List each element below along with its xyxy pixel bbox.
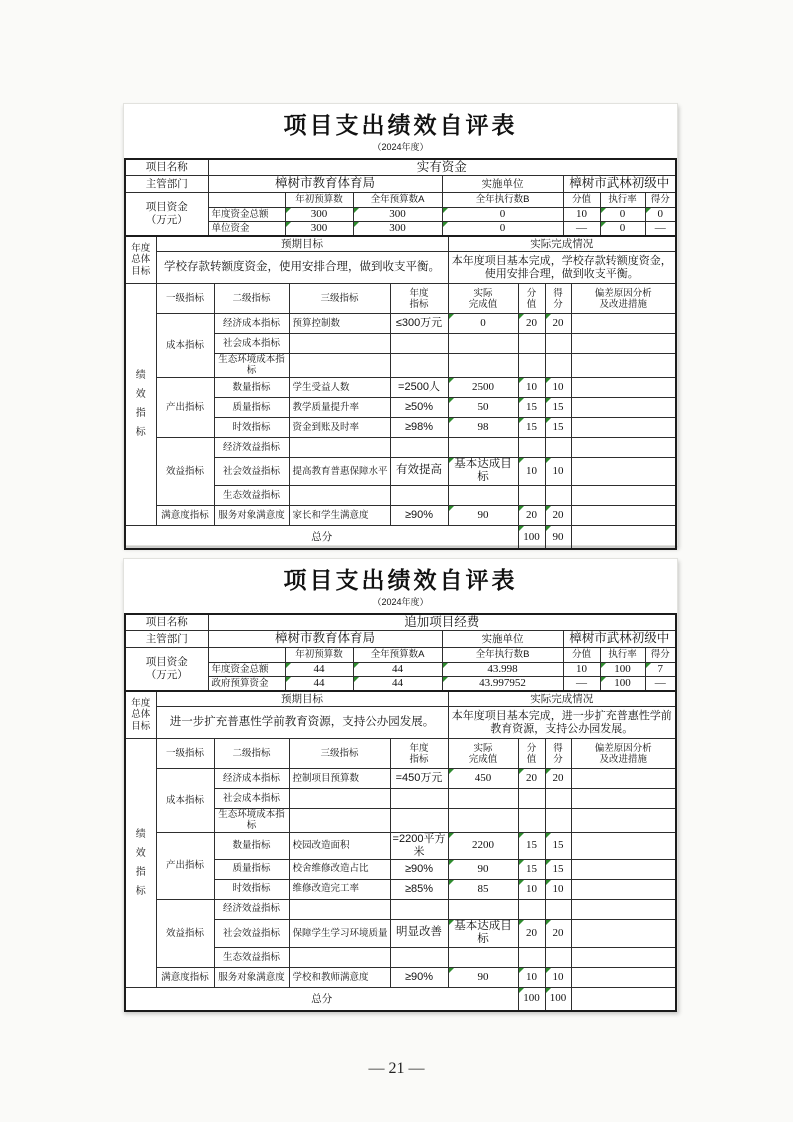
- total-label: 总分: [125, 987, 518, 1011]
- actual-completion-header: 实际完成情况: [448, 691, 676, 707]
- cell-total-weight: 100: [518, 525, 545, 549]
- actual-value-line2: 完成值: [468, 753, 498, 765]
- table-title: 项目支出绩效自评表: [283, 567, 518, 593]
- cell-deviation: [571, 505, 676, 525]
- annual-goal-line2: 总体: [131, 709, 151, 721]
- lv2-env-cost: 生态环境成本指标: [214, 809, 289, 832]
- lv2-env-cost: 生态环境成本指标: [214, 354, 289, 377]
- cell-target: ≥50%: [390, 397, 448, 417]
- cell-weight: 20: [518, 505, 545, 525]
- perf-char: 标: [135, 885, 146, 897]
- lv2-soc-benefit: 社会效益指标: [214, 457, 289, 485]
- annual-goal-line1: 年度: [131, 698, 151, 710]
- cell-empty: [289, 809, 390, 832]
- cell-budget-year: 44: [353, 662, 442, 676]
- cell-deviation: [571, 967, 676, 987]
- lv2-eco-cost: 经济成本指标: [214, 314, 289, 334]
- lv3-name: 维修改造完工率: [289, 879, 390, 899]
- lv2-header: 二级指标: [214, 284, 289, 314]
- cell-score: 20: [545, 919, 571, 947]
- cell-deviation: [571, 947, 676, 967]
- cell-exec-year: 0: [442, 207, 563, 221]
- cell-empty: [545, 899, 571, 919]
- cell-score: —: [645, 221, 676, 235]
- cell-empty: [390, 334, 448, 354]
- cell-deviation: [571, 377, 676, 397]
- cell-deviation: [571, 832, 676, 859]
- lv2-timeliness: 时效指标: [214, 417, 289, 437]
- budget-initial-header: 年初预算数: [285, 192, 353, 207]
- cell-exec-rate: 0: [600, 207, 645, 221]
- cell-empty: [448, 789, 518, 809]
- cell-score: 20: [545, 314, 571, 334]
- lv3-name: 校舍维修改造占比: [289, 859, 390, 879]
- lv1-output: 产出指标: [156, 832, 214, 899]
- cell-deviation: [571, 397, 676, 417]
- cell-empty: [448, 947, 518, 967]
- deviation-line1: 偏差原因分析: [594, 742, 652, 754]
- cell-empty: [545, 789, 571, 809]
- cell-target: ≥98%: [390, 417, 448, 437]
- perf-char: 标: [135, 427, 146, 439]
- cell-weight: 10: [518, 377, 545, 397]
- cell-empty: [208, 192, 285, 207]
- deviation-line1: 偏差原因分析: [594, 287, 652, 299]
- lv2-service-sat: 服务对象满意度: [214, 505, 289, 525]
- cell-target: ≥85%: [390, 879, 448, 899]
- perf-char: 指: [135, 866, 146, 878]
- annual-goal-line3: 目标: [131, 720, 151, 732]
- cell-total-score: 100: [545, 987, 571, 1011]
- lv1-benefit: 效益指标: [156, 899, 214, 967]
- cell-empty: [518, 354, 545, 377]
- cell-empty: [545, 485, 571, 505]
- annual-index-line1: 年度: [409, 742, 429, 754]
- actual-value-header: [448, 739, 518, 769]
- annual-goal-line2: 总体: [131, 254, 151, 266]
- cell-empty: [518, 789, 545, 809]
- weight-line1: 分: [526, 742, 537, 754]
- table-title: 项目支出绩效自评表: [283, 112, 518, 138]
- expected-goal-header: 预期目标: [156, 691, 448, 707]
- expected-goal-header: 预期目标: [156, 236, 448, 252]
- lv1-benefit: 效益指标: [156, 437, 214, 505]
- perf-char: 指: [135, 408, 146, 420]
- performance-indicator-label: [125, 284, 156, 526]
- cell-budget-initial: 300: [285, 207, 353, 221]
- cell-deviation: [571, 809, 676, 832]
- exec-rate-header: 执行率: [600, 647, 645, 662]
- cell-score-weight: 10: [563, 662, 600, 676]
- cell-empty: [289, 947, 390, 967]
- cell-empty: [390, 899, 448, 919]
- cell-actual: 0: [448, 314, 518, 334]
- cell-empty: [448, 899, 518, 919]
- project-info-grid: [124, 613, 677, 692]
- cell-empty: [289, 485, 390, 505]
- cell-empty: [545, 354, 571, 377]
- deviation-line2: 及改进措施: [599, 753, 647, 765]
- lv3-name: 控制项目预算数: [289, 769, 390, 789]
- cell-budget-year: 300: [353, 207, 442, 221]
- self-eval-table-2: [123, 558, 678, 1011]
- cell-score-weight: —: [563, 676, 600, 690]
- lv3-header: 三级指标: [289, 284, 390, 314]
- score-line1: 得: [553, 742, 563, 754]
- cell-deviation: [571, 457, 676, 485]
- cell-exec-year: 43.997952: [442, 676, 563, 690]
- cell-deviation: [571, 354, 676, 377]
- cell-deviation: [571, 769, 676, 789]
- lv1-output: 产出指标: [156, 377, 214, 437]
- cell-budget-initial: 300: [285, 221, 353, 235]
- cell-empty: [390, 809, 448, 832]
- cell-empty: [390, 354, 448, 377]
- cell-score: 15: [545, 397, 571, 417]
- lv3-header: 三级指标: [289, 739, 390, 769]
- lv2-eco-benefit: 经济效益指标: [214, 437, 289, 457]
- cell-score: 15: [545, 417, 571, 437]
- cell-actual: 90: [448, 505, 518, 525]
- budget-initial-header: 年初预算数: [285, 647, 353, 662]
- page-number: — 21 —: [368, 1060, 425, 1077]
- cell-target: =2200平方米: [390, 832, 448, 859]
- cell-score-weight: —: [563, 221, 600, 235]
- cell-weight: 20: [518, 314, 545, 334]
- weight-line2: 值: [526, 298, 537, 310]
- self-eval-table-1: [123, 103, 678, 546]
- expected-goal-text: 学校存款转额度资金，使用安排合理，做到收支平衡。: [156, 252, 448, 284]
- perf-char: 绩: [135, 370, 146, 382]
- exec-year-header: 全年执行数B: [442, 192, 563, 207]
- performance-indicator-label: [125, 739, 156, 987]
- cell-target: 有效提高: [390, 457, 448, 485]
- performance-grid: [124, 235, 677, 551]
- lv1-cost: 成本指标: [156, 769, 214, 832]
- cell-exec-year: 0: [442, 221, 563, 235]
- cell-target: ≤300万元: [390, 314, 448, 334]
- cell-empty: [289, 789, 390, 809]
- cell-score-weight: 10: [563, 207, 600, 221]
- cell-empty: [448, 437, 518, 457]
- table-period: （2024年度）: [372, 142, 429, 152]
- cell-target: ≥90%: [390, 967, 448, 987]
- fund-label-line1: 项目资金: [145, 656, 188, 669]
- cell-actual: 基本达成目标: [448, 457, 518, 485]
- cell-budget-initial: 44: [285, 662, 353, 676]
- cell-empty: [448, 354, 518, 377]
- project-name-value: 追加项目经费: [208, 614, 676, 630]
- cell-target: =2500人: [390, 377, 448, 397]
- weight-line2: 值: [526, 753, 537, 765]
- budget-year-header: 全年预算数A: [353, 192, 442, 207]
- table-period: （2024年度）: [372, 597, 429, 607]
- cell-target: ≥90%: [390, 505, 448, 525]
- annual-goal-label: [125, 236, 156, 284]
- score-header: [545, 284, 571, 314]
- cell-score: 15: [545, 832, 571, 859]
- cell-empty: [208, 647, 285, 662]
- score-header: 得分: [645, 647, 676, 662]
- fund-row-label: 年度资金总额: [208, 207, 285, 221]
- exec-year-header: 全年执行数B: [442, 647, 563, 662]
- cell-deviation: [571, 789, 676, 809]
- cell-total-score: 90: [545, 525, 571, 549]
- cell-actual: 90: [448, 859, 518, 879]
- cell-empty: [390, 789, 448, 809]
- cell-total-weight: 100: [518, 987, 545, 1011]
- cell-score: 7: [645, 662, 676, 676]
- cell-empty: [545, 809, 571, 832]
- actual-completion-text: 本年度项目基本完成，学校存款转额度资金，使用安排合理，做到收支平衡。: [448, 252, 676, 284]
- cell-actual: 90: [448, 967, 518, 987]
- cell-score: 20: [545, 505, 571, 525]
- impl-unit-value: 樟树市武林初级中: [563, 175, 676, 192]
- cell-empty: [289, 437, 390, 457]
- lv3-name: 资金到账及时率: [289, 417, 390, 437]
- cell-actual: 98: [448, 417, 518, 437]
- lv3-name: 校园改造面积: [289, 832, 390, 859]
- actual-value-line1: 实际: [473, 742, 493, 754]
- lv2-env-benefit: 生态效益指标: [214, 947, 289, 967]
- annual-goal-line3: 目标: [131, 265, 151, 277]
- cell-target: ≥90%: [390, 859, 448, 879]
- lv2-quantity: 数量指标: [214, 377, 289, 397]
- cell-deviation: [571, 859, 676, 879]
- cell-budget-year: 300: [353, 221, 442, 235]
- cell-empty: [518, 334, 545, 354]
- total-label: 总分: [125, 525, 518, 549]
- cell-score: 10: [545, 967, 571, 987]
- lv3-name: 提高教育普惠保障水平: [289, 457, 390, 485]
- perf-char: 绩: [135, 828, 146, 840]
- cell-weight: 15: [518, 397, 545, 417]
- dept-value: 樟树市教育体育局: [208, 630, 442, 647]
- fund-row-label: 政府预算资金: [208, 676, 285, 690]
- lv3-name: 预算控制数: [289, 314, 390, 334]
- cell-deviation: [571, 899, 676, 919]
- lv1-header: 一级指标: [156, 284, 214, 314]
- actual-completion-header: 实际完成情况: [448, 236, 676, 252]
- project-info-grid: [124, 158, 677, 237]
- project-name-label: 项目名称: [125, 614, 208, 630]
- cell-empty: [289, 899, 390, 919]
- actual-completion-text: 本年度项目基本完成，进一步扩充普惠性学前教育资源，支持公办园发展。: [448, 707, 676, 739]
- lv2-env-benefit: 生态效益指标: [214, 485, 289, 505]
- cell-budget-year: 44: [353, 676, 442, 690]
- cell-deviation: [571, 879, 676, 899]
- score-line2: 分: [553, 298, 563, 310]
- cell-target: 明显改善: [390, 919, 448, 947]
- impl-unit-value: 樟树市武林初级中: [563, 630, 676, 647]
- annual-index-line1: 年度: [409, 287, 429, 299]
- cell-weight: 20: [518, 919, 545, 947]
- cell-budget-initial: 44: [285, 676, 353, 690]
- cell-weight: 15: [518, 832, 545, 859]
- cell-weight: 20: [518, 769, 545, 789]
- cell-deviation: [571, 334, 676, 354]
- weight-line1: 分: [526, 287, 537, 299]
- lv1-satisfaction: 满意度指标: [156, 505, 214, 525]
- cell-deviation: [571, 987, 676, 1011]
- score-header: [545, 739, 571, 769]
- project-name-label: 项目名称: [125, 159, 208, 175]
- lv3-name: 保障学生学习环境质量: [289, 919, 390, 947]
- expected-goal-text: 进一步扩充普惠性学前教育资源，支持公办园发展。: [156, 707, 448, 739]
- lv2-quality: 质量指标: [214, 859, 289, 879]
- cell-exec-rate: 100: [600, 676, 645, 690]
- lv2-soc-cost: 社会成本指标: [214, 334, 289, 354]
- annual-goal-label: [125, 691, 156, 739]
- lv2-soc-cost: 社会成本指标: [214, 789, 289, 809]
- cell-actual: 85: [448, 879, 518, 899]
- fund-label-line1: 项目资金: [145, 201, 188, 214]
- dept-label: 主管部门: [125, 630, 208, 647]
- score-line2: 分: [553, 753, 563, 765]
- deviation-line2: 及改进措施: [599, 298, 647, 310]
- deviation-header: [571, 739, 676, 769]
- score-weight-header: 分值: [563, 192, 600, 207]
- lv1-satisfaction: 满意度指标: [156, 967, 214, 987]
- budget-year-header: 全年预算数A: [353, 647, 442, 662]
- annual-index-header: [390, 739, 448, 769]
- cell-target: =450万元: [390, 769, 448, 789]
- lv2-quality: 质量指标: [214, 397, 289, 417]
- cell-score: 0: [645, 207, 676, 221]
- cell-empty: [448, 485, 518, 505]
- cell-empty: [289, 354, 390, 377]
- cell-actual: 2200: [448, 832, 518, 859]
- impl-unit-label: 实施单位: [442, 175, 563, 192]
- cell-deviation: [571, 485, 676, 505]
- cell-empty: [448, 334, 518, 354]
- cell-empty: [545, 334, 571, 354]
- cell-actual: 2500: [448, 377, 518, 397]
- cell-empty: [289, 334, 390, 354]
- perf-char: 效: [135, 847, 146, 859]
- cell-weight: 10: [518, 879, 545, 899]
- annual-goal-line1: 年度: [131, 243, 151, 255]
- lv2-eco-benefit: 经济效益指标: [214, 899, 289, 919]
- cell-empty: [545, 947, 571, 967]
- cell-empty: [518, 437, 545, 457]
- annual-index-line2: 指标: [409, 753, 429, 765]
- cell-weight: 15: [518, 859, 545, 879]
- fund-row-label: 年度资金总额: [208, 662, 285, 676]
- lv1-cost: 成本指标: [156, 314, 214, 377]
- lv2-header: 二级指标: [214, 739, 289, 769]
- cell-weight: 10: [518, 967, 545, 987]
- cell-empty: [390, 947, 448, 967]
- lv2-soc-benefit: 社会效益指标: [214, 919, 289, 947]
- cell-score: 10: [545, 457, 571, 485]
- score-weight-header: 分值: [563, 647, 600, 662]
- actual-value-line2: 完成值: [468, 298, 498, 310]
- cell-empty: [518, 485, 545, 505]
- performance-grid: [124, 690, 677, 1012]
- cell-empty: [518, 809, 545, 832]
- cell-deviation: [571, 919, 676, 947]
- weight-header: [518, 739, 545, 769]
- cell-deviation: [571, 525, 676, 549]
- cell-empty: [518, 947, 545, 967]
- cell-score: —: [645, 676, 676, 690]
- lv3-name: 学校和教师满意度: [289, 967, 390, 987]
- dept-value: 樟树市教育体育局: [208, 175, 442, 192]
- dept-label: 主管部门: [125, 175, 208, 192]
- cell-score: 10: [545, 377, 571, 397]
- perf-char: 效: [135, 389, 146, 401]
- lv2-service-sat: 服务对象满意度: [214, 967, 289, 987]
- cell-actual: 450: [448, 769, 518, 789]
- cell-weight: 15: [518, 417, 545, 437]
- score-line1: 得: [553, 287, 563, 299]
- lv3-name: 家长和学生满意度: [289, 505, 390, 525]
- lv2-quantity: 数量指标: [214, 832, 289, 859]
- cell-exec-rate: 100: [600, 662, 645, 676]
- fund-row-label: 单位资金: [208, 221, 285, 235]
- cell-empty: [545, 437, 571, 457]
- lv2-timeliness: 时效指标: [214, 879, 289, 899]
- cell-score: 20: [545, 769, 571, 789]
- lv3-name: 学生受益人数: [289, 377, 390, 397]
- lv1-header: 一级指标: [156, 739, 214, 769]
- impl-unit-label: 实施单位: [442, 630, 563, 647]
- cell-empty: [448, 809, 518, 832]
- lv3-name: 教学质量提升率: [289, 397, 390, 417]
- annual-index-header: [390, 284, 448, 314]
- cell-empty: [518, 899, 545, 919]
- lv2-eco-cost: 经济成本指标: [214, 769, 289, 789]
- cell-actual: 50: [448, 397, 518, 417]
- cell-actual: 基本达成目标: [448, 919, 518, 947]
- fund-label-line2: （万元）: [145, 668, 188, 681]
- project-name-value: 实有资金: [208, 159, 676, 175]
- cell-empty: [390, 437, 448, 457]
- cell-score: 15: [545, 859, 571, 879]
- cell-deviation: [571, 437, 676, 457]
- actual-value-header: [448, 284, 518, 314]
- cell-deviation: [571, 417, 676, 437]
- annual-index-line2: 指标: [409, 298, 429, 310]
- exec-rate-header: 执行率: [600, 192, 645, 207]
- fund-label: [125, 192, 208, 235]
- cell-weight: 10: [518, 457, 545, 485]
- cell-exec-rate: 0: [600, 221, 645, 235]
- cell-empty: [390, 485, 448, 505]
- actual-value-line1: 实际: [473, 287, 493, 299]
- cell-exec-year: 43.998: [442, 662, 563, 676]
- fund-label: [125, 647, 208, 690]
- cell-score: 10: [545, 879, 571, 899]
- weight-header: [518, 284, 545, 314]
- deviation-header: [571, 284, 676, 314]
- cell-deviation: [571, 314, 676, 334]
- fund-label-line2: （万元）: [145, 213, 188, 226]
- score-header: 得分: [645, 192, 676, 207]
